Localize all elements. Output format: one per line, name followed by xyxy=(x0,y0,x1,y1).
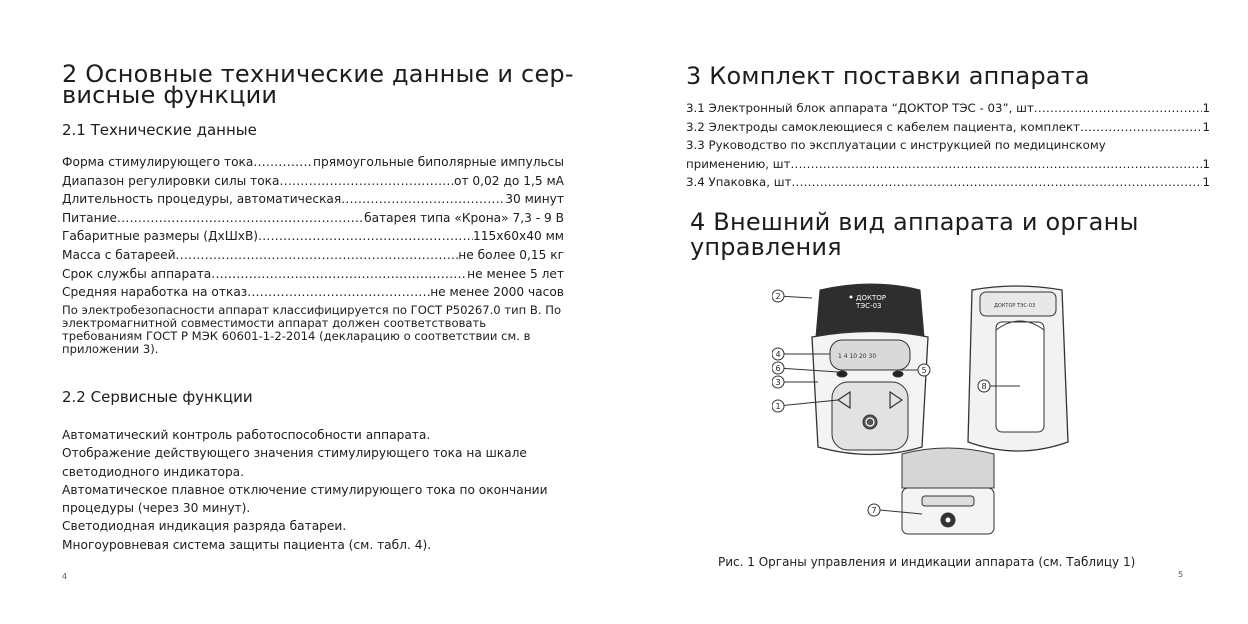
safety-note: По электробезопасности аппарат классифицируется по ГОСТ Р50267.0 тип В. По электромагнитной совместимости аппарат должен соответствовать требованиям ГОСТ Р МЭК 60601-1-2-2014 (декларацию о соответствии см. в приложении 3). xyxy=(62,302,562,356)
page-number-right: 5 xyxy=(1178,570,1184,579)
spec-row xyxy=(62,172,564,191)
spec-row xyxy=(62,246,564,265)
callout-1: 1 xyxy=(775,402,781,411)
service-list xyxy=(62,426,572,554)
device-figure xyxy=(772,282,1102,548)
leader-dots xyxy=(253,153,313,172)
service-item: Светодиодная индикация разряда батареи. xyxy=(62,519,347,534)
leader-dots xyxy=(341,190,505,209)
spec-value: не менее 2000 часов xyxy=(430,285,564,300)
kit-list xyxy=(686,99,1210,192)
device-bottom xyxy=(902,448,994,534)
spec-value: от 0,02 до 1,5 мА xyxy=(454,173,564,188)
leader-dots xyxy=(176,246,459,265)
spec-value: не более 0,15 кг xyxy=(458,247,564,262)
spec-label: Габаритные размеры (ДхШхВ) xyxy=(62,229,259,244)
spec-label: Питание xyxy=(62,210,118,225)
led-scale: 1 4 10 20 30 xyxy=(838,353,877,360)
spec-label: Срок службы аппарата xyxy=(62,266,212,281)
section-2-2-heading: 2.2 Сервисные функции xyxy=(62,388,253,406)
kit-value: 1 xyxy=(1202,156,1210,171)
callout-2: 2 xyxy=(775,292,781,301)
callout-8: 8 xyxy=(981,382,987,391)
leader-dots xyxy=(117,209,364,228)
spec-row xyxy=(62,283,564,302)
kit-value: 1 xyxy=(1202,101,1210,115)
callout-5: 5 xyxy=(921,366,927,375)
kit-row xyxy=(686,99,1210,118)
spec-value: прямоугольные биполярные импульсы xyxy=(313,155,564,169)
leader-dots xyxy=(791,173,1202,192)
kit-value: 1 xyxy=(1202,119,1210,134)
kit-label: 3.3 Руководство по эксплуатации с инструкцией по медицинскому xyxy=(686,138,1106,152)
section-4-heading: 4 Внешний вид аппарата и органы управления xyxy=(690,208,1139,261)
spec-label: Длительность процедуры, автоматическая xyxy=(62,192,342,207)
spec-row xyxy=(62,227,564,246)
spec-row xyxy=(62,153,564,172)
service-item: Автоматический контроль работоспособности аппарата. xyxy=(62,428,431,442)
callout-3: 3 xyxy=(775,378,781,387)
spec-value: 30 минут xyxy=(505,192,564,207)
leader-dots xyxy=(247,283,430,302)
service-item: Многоуровневая система защиты пациента (см. табл. 4). xyxy=(62,537,432,552)
leader-dots xyxy=(280,172,454,191)
section-2-1-heading: 2.1 Технические данные xyxy=(62,121,257,139)
kit-label: 3.2 Электроды самоклеющиеся с кабелем пациента, комплект xyxy=(686,119,1081,134)
leader-dots xyxy=(1080,118,1202,137)
back-label: ДОКТОР ТЭС-03 xyxy=(994,303,1036,309)
leader-dots xyxy=(790,155,1202,174)
spec-label: Диапазон регулировки силы тока xyxy=(62,173,280,188)
spec-row xyxy=(62,265,564,284)
leader-dots xyxy=(1034,99,1203,118)
callout-6: 6 xyxy=(775,364,781,373)
kit-label: применению, шт xyxy=(686,156,791,171)
spec-list xyxy=(62,153,564,356)
spec-label: Форма стимулирующего тока xyxy=(62,155,254,169)
kit-row xyxy=(686,173,1210,192)
spec-row xyxy=(62,209,564,228)
callout-4: 4 xyxy=(775,350,781,359)
spec-value: батарея типа «Крона» 7,3 - 9 В xyxy=(364,210,564,225)
leader-dots xyxy=(211,265,467,284)
kit-row xyxy=(686,155,1210,174)
kit-label: 3.1 Электронный блок аппарата “ДОКТОР ТЭС - 03”, шт xyxy=(686,101,1034,115)
device-illustration xyxy=(772,282,1102,544)
spec-value: не менее 5 лет xyxy=(467,266,564,281)
spec-label: Средняя наработка на отказ xyxy=(62,285,248,300)
brand-line-2: ТЭС-03 xyxy=(856,302,882,310)
kit-row xyxy=(686,118,1210,137)
callout-7: 7 xyxy=(871,506,877,515)
kit-label: 3.4 Упаковка, шт xyxy=(686,175,792,189)
figure-caption: Рис. 1 Органы управления и индикации аппарата (см. Таблицу 1) xyxy=(718,555,1136,569)
page-number-left: 4 xyxy=(62,572,68,581)
service-item: Автоматическое плавное отключение стимулирующего тока по окончании процедуры (через 30 минут). xyxy=(62,482,548,516)
spec-row xyxy=(62,190,564,209)
right-page xyxy=(624,0,1248,624)
service-item: Отображение действующего значения стимулирующего тока на шкале светодиодного индикатора. xyxy=(62,446,527,479)
device-back xyxy=(968,286,1068,451)
kit-value: 1 xyxy=(1202,175,1210,189)
kit-row xyxy=(686,136,1210,155)
spec-label: Масса с батареей xyxy=(62,247,176,262)
leader-dots xyxy=(258,227,473,246)
brand-line-1: ДОКТОР xyxy=(856,294,886,302)
spec-value: 115х60х40 мм xyxy=(473,229,564,244)
section-3-heading: 3 Комплект поставки аппарата xyxy=(686,62,1090,90)
section-2-heading: 2 Основные технические данные и сер-висные функции xyxy=(62,60,574,109)
